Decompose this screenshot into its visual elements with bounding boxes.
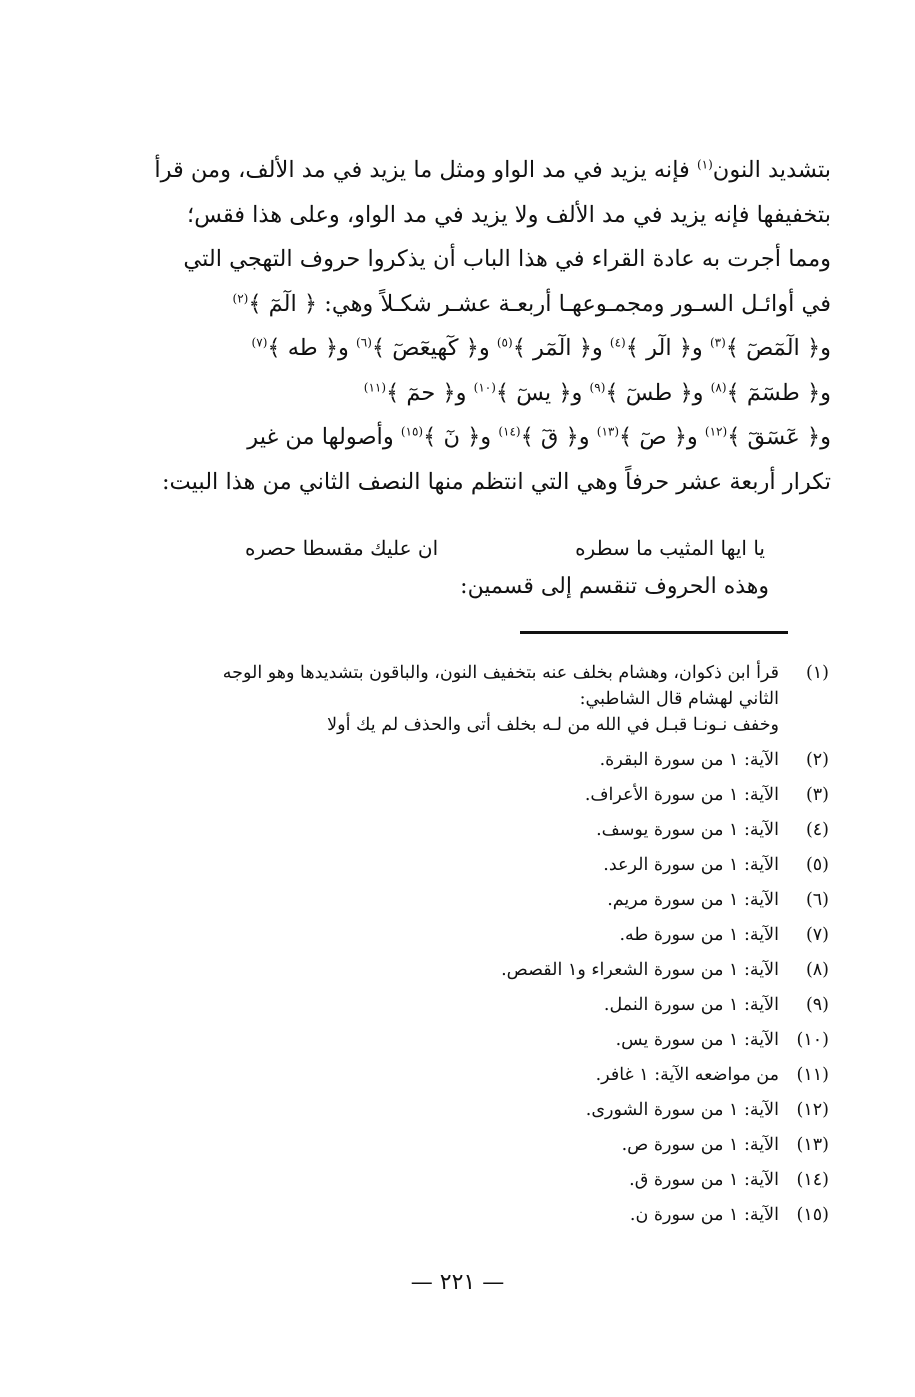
footnote-number: (١١) [796, 1065, 829, 1085]
footnote-ref-2: (٢) [232, 291, 249, 305]
main-line-4-text: في أوائـل السـور ومجمـوعهـا أربعـة عشـر شكـلاً وهي: ﴿ الٓمٓ ﴾ [248, 290, 831, 317]
quran-letters-alr: و﴿ الٓر ﴾ [625, 335, 710, 361]
footnote-body: من مواضعه الآية: ١ غافر. [595, 1065, 779, 1085]
footnote-13 [129, 1132, 829, 1158]
poem-hemistich-2: ان عليك مقسطا حصره [245, 536, 439, 560]
footnote-body: الآية: ١ من سورة الشعراء و١ القصص. [501, 960, 779, 980]
footnote-number: (١٤) [796, 1170, 829, 1190]
footnote-ref-1: (١) [696, 157, 713, 172]
footnote-12 [129, 1097, 829, 1123]
footnote-3 [129, 782, 829, 808]
footnote-body: الآية: ١ من سورة ص. [621, 1135, 779, 1155]
footnote-body: الآية: ١ من سورة البقرة. [599, 750, 779, 770]
main-line-1 [131, 148, 831, 193]
footnote-number: (١٠) [796, 1030, 829, 1050]
footnote-6 [129, 887, 829, 913]
main-text [131, 148, 831, 504]
footnote-body: الآية: ١ من سورة ن. [629, 1205, 779, 1225]
footnote-10 [129, 1027, 829, 1053]
footnote-body: الآية: ١ من سورة يس. [615, 1030, 779, 1050]
footnote-number: (٦) [805, 890, 829, 910]
quran-letters-nun: و﴿ نٓ ﴾ [423, 424, 499, 450]
footnote-body: الآية: ١ من سورة ق. [629, 1170, 779, 1190]
footnote-11 [129, 1062, 829, 1088]
footnote-number: (٢) [805, 750, 829, 770]
footnote-ref-6: (٦) [356, 335, 372, 350]
main-line-1-rest: فإنه يزيد في مد الواو ومثل ما يزيد في مد الألف، ومن قرأ [154, 157, 697, 183]
footnote-ref-5: (٥) [496, 335, 513, 350]
main-line-5 [131, 326, 831, 371]
footnote-number: (١٢) [796, 1100, 829, 1120]
page-number: — ٢٢١ — [410, 1270, 505, 1295]
main-line-3: ومما أجرت به عادة القراء في هذا الباب أن يذكروا حروف التهجي التي [183, 246, 831, 272]
footnote-body: الآية: ١ من سورة الشورى. [585, 1100, 779, 1120]
footnote-ref-14: (١٤) [498, 424, 521, 439]
quran-letters-yasin: و﴿ يسٓ ﴾ [495, 379, 590, 406]
footnote-body: الآية: ١ من سورة مريم. [607, 890, 779, 910]
main-line-6 [131, 371, 831, 416]
footnote-verse [151, 712, 779, 738]
footnote-line: الثاني لهشام قال الشاطبي: [579, 689, 779, 709]
footnote-number: (٨) [805, 960, 829, 980]
footnote-8 [129, 957, 829, 983]
quran-letters-tasm: و﴿ طسٓمٓ ﴾ [726, 379, 831, 406]
footnote-5 [129, 852, 829, 878]
footnote-ref-9: (٩) [589, 380, 606, 394]
quran-letters-khyas: و﴿ كٓهيعٓصٓ ﴾ [371, 335, 497, 361]
footnote-body: الآية: ١ من سورة الأعراف. [584, 785, 779, 805]
footnote-number: (٩) [805, 995, 829, 1015]
footnote-number: (١٣) [796, 1135, 829, 1155]
verse-hemistich-2: بخلف أتى والحذف لم يك أولا [327, 715, 537, 735]
footnote-ref-12: (١٢) [704, 424, 728, 439]
footnote-7 [129, 922, 829, 948]
footnote-number: (٤) [805, 820, 829, 840]
poem-hemistich-1: يا ايها المثيب ما سطره [575, 536, 765, 560]
footnote-body [129, 660, 779, 738]
main-line-2: بتخفيفها فإنه يزيد في مد الألف ولا يزيد في مد الواو، وعلى هذا فقس؛ [187, 201, 831, 228]
footnote-body: الآية: ١ من سورة الرعد. [603, 855, 779, 875]
footnote-separator [520, 631, 788, 634]
footnote-14 [129, 1167, 829, 1193]
footnote-ref-7: (٧) [251, 335, 268, 350]
footnote-ref-4: (٤) [609, 335, 626, 350]
main-line-7 [131, 415, 831, 460]
footnote-number: (٧) [805, 925, 829, 945]
verse-hemistich-1: وخفف نـونـا قبـل في الله من لـه [542, 715, 779, 735]
closing-line: وهذه الحروف تنقسم إلى قسمين: [460, 574, 769, 599]
footnote-2 [129, 747, 829, 773]
quran-letters-asq: و﴿ عٓسٓقٓ ﴾ [727, 424, 831, 450]
footnote-ref-8: (٨) [710, 380, 727, 394]
footnote-9 [129, 992, 829, 1018]
main-line-1-start: بتشديد النون [712, 157, 831, 183]
footnote-body: الآية: ١ من سورة النمل. [603, 995, 779, 1015]
footnote-ref-3: (٣) [709, 335, 726, 350]
footnote-number: (٣) [805, 785, 829, 805]
quran-letters-sad: و﴿ صٓ ﴾ [619, 424, 705, 450]
footnote-ref-13: (١٣) [596, 424, 620, 439]
poem-verse [245, 536, 765, 560]
quran-letters-hm: و﴿ حمٓ ﴾ [386, 379, 474, 406]
footnote-15 [129, 1202, 829, 1228]
footnote-number: (١٥) [796, 1205, 829, 1225]
footnote-ref-11: (١١) [363, 380, 387, 394]
quran-letters-almr: و﴿ الٓمٓر ﴾ [512, 335, 610, 361]
footnote-body: الآية: ١ من سورة طه. [619, 925, 779, 945]
footnote-1 [129, 660, 829, 738]
footnote-number: (١) [805, 663, 829, 683]
quran-letters-taha: و﴿ طه ﴾ [267, 335, 357, 361]
footnote-4 [129, 817, 829, 843]
footnote-ref-10: (١٠) [473, 380, 496, 394]
footnote-body: الآية: ١ من سورة يوسف. [596, 820, 779, 840]
main-line-4 [131, 282, 831, 327]
main-line-8: تكرار أربعة عشر حرفاً وهي التي انتظم منها النصف الثاني من هذا البيت: [161, 468, 831, 495]
footnote-number: (٥) [805, 855, 829, 875]
footnote-line: قرأ ابن ذكوان، وهشام بخلف عنه بتخفيف النون، والباقون بتشديدها وهو الوجه [222, 663, 779, 683]
quran-letters-qaf: و﴿ قٓ ﴾ [520, 424, 597, 450]
quran-letters-tas: و﴿ طسٓ ﴾ [605, 379, 711, 406]
main-line-7-end: وأصولها من غير [247, 424, 401, 450]
quran-letters-almas: و﴿ الٓمٓصٓ ﴾ [725, 335, 831, 361]
footnotes [129, 660, 829, 1237]
footnote-ref-15: (١٥) [400, 424, 424, 439]
